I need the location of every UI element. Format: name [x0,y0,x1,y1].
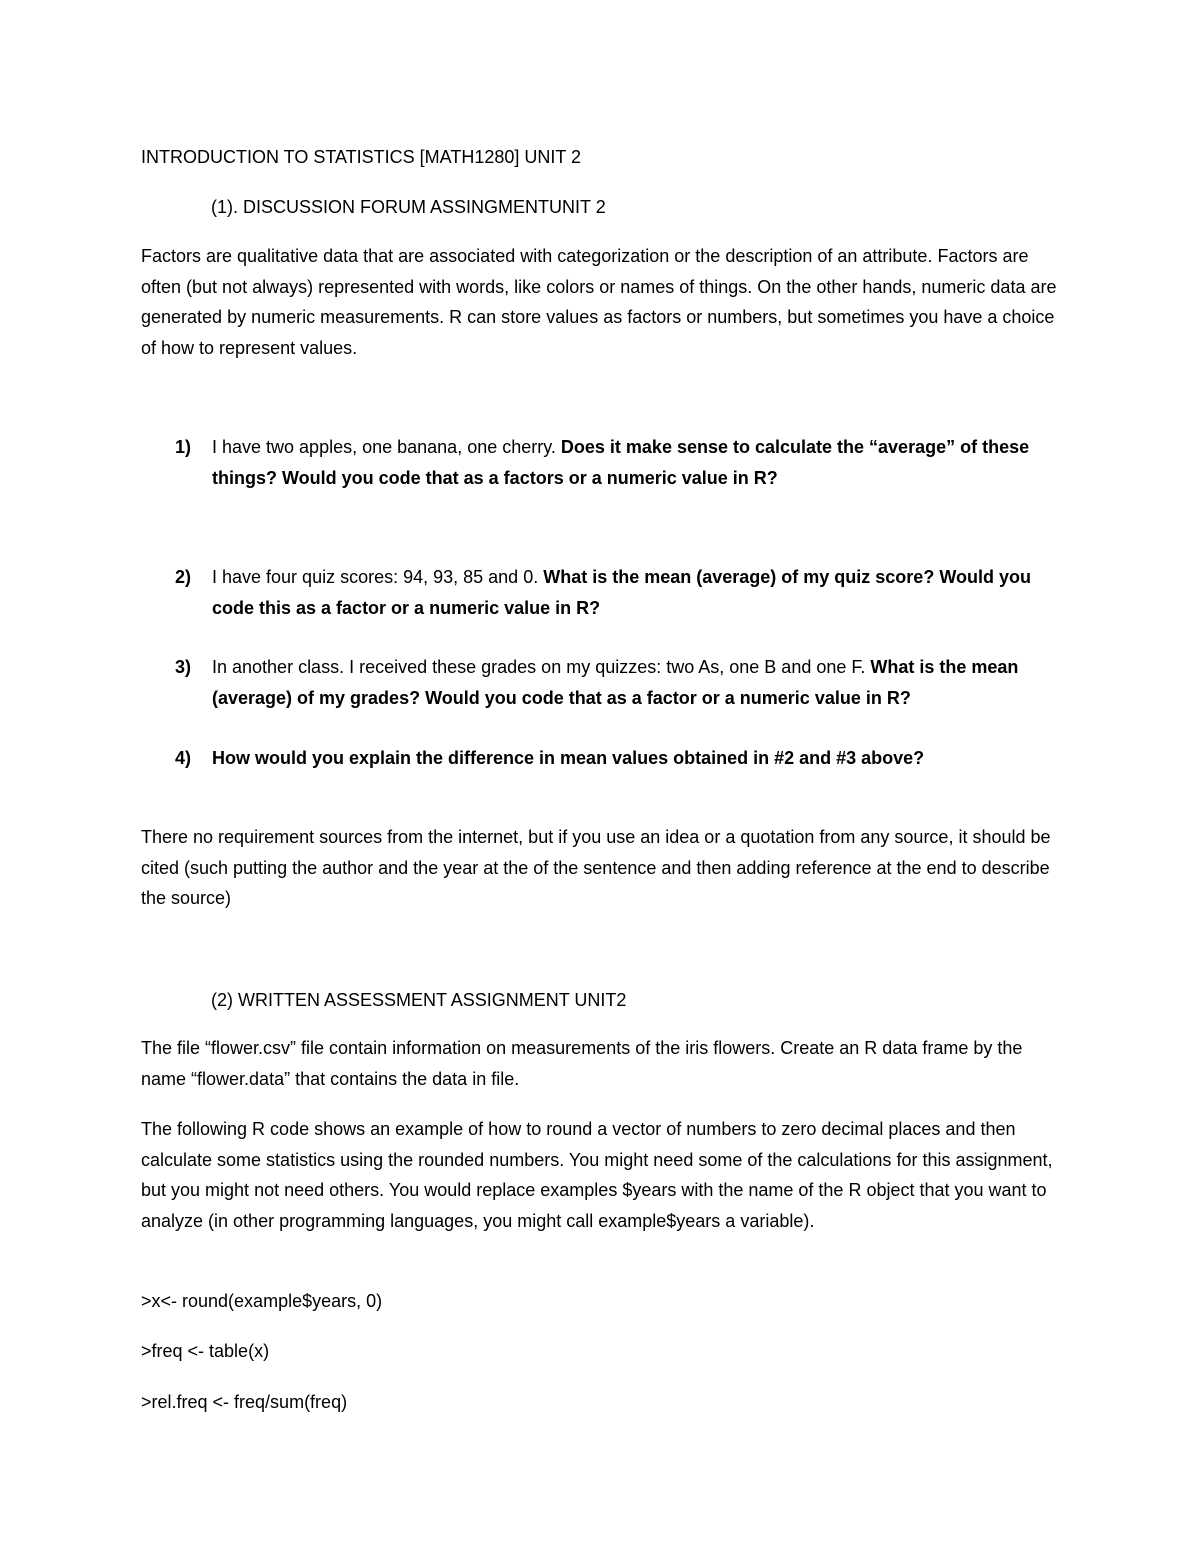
section-heading-written-assessment: (2) WRITTEN ASSESSMENT ASSIGNMENT UNIT2 [211,990,627,1010]
question-bold-text: Does it make sense to calculate the “average” of these things? Would you code that as a factors or a numeric value in R? [212,437,1030,488]
question-plain-text: I have four quiz scores: 94, 93, 85 and 0. [212,567,544,587]
question-text [212,432,1042,493]
code-line: >x<- round(example$years, 0) [141,1291,383,1311]
question-plain-text: I have two apples, one banana, one cherry. [212,437,561,457]
question-number: 2) [175,567,192,587]
code-line: >freq <- table(x) [141,1341,270,1361]
file-paragraph: The file “flower.csv” file contain information on measurements of the iris flowers. Create an R data frame by the name “flower.data” that contains the data in file. [141,1038,1023,1089]
question-bold-text: What is the mean (average) of my grades? Would you code that as a factor or a numeric value in R? [212,657,1019,708]
section-heading-discussion: (1). DISCUSSION FORUM ASSINGMENTUNIT 2 [211,197,606,217]
question-bold-text: What is the mean (average) of my quiz score? Would you code this as a factor or a numeric value in R? [212,567,1031,618]
question-bold-text: How would you explain the difference in mean values obtained in #2 and #3 above? [212,748,925,768]
question-number: 3) [175,657,192,677]
question-plain-text: In another class. I received these grades on my quizzes: two As, one B and one F. [212,657,871,677]
code-intro-paragraph: The following R code shows an example of how to round a vector of numbers to zero decimal places and then calculate some statistics using the rounded numbers. You might need some of the calculations for this assignment, but you might not need others. You would replace examples $years with the name of the R object that you want to analyze (in other programming languages, you might call example$years a variable). [141,1119,1053,1231]
question-text [212,652,1042,713]
question-text [212,743,1042,774]
question-number: 1) [175,437,192,457]
intro-paragraph: Factors are qualitative data that are associated with categorization or the description of an attribute. Factors are often (but not always) represented with words, like colors or names of things. On the other hands, numeric data are generated by numeric measurements. R can store values as factors or numbers, but sometimes you have a choice of how to represent values. [141,246,1057,358]
question-number: 4) [175,748,192,768]
code-line: >rel.freq <- freq/sum(freq) [141,1392,348,1412]
document-title: INTRODUCTION TO STATISTICS [MATH1280] UNIT 2 [141,147,582,167]
citation-paragraph: There no requirement sources from the internet, but if you use an idea or a quotation from any source, it should be cited (such putting the author and the year at the of the sentence and then adding reference at the end to describe the source) [141,827,1051,908]
question-text [212,562,1042,623]
